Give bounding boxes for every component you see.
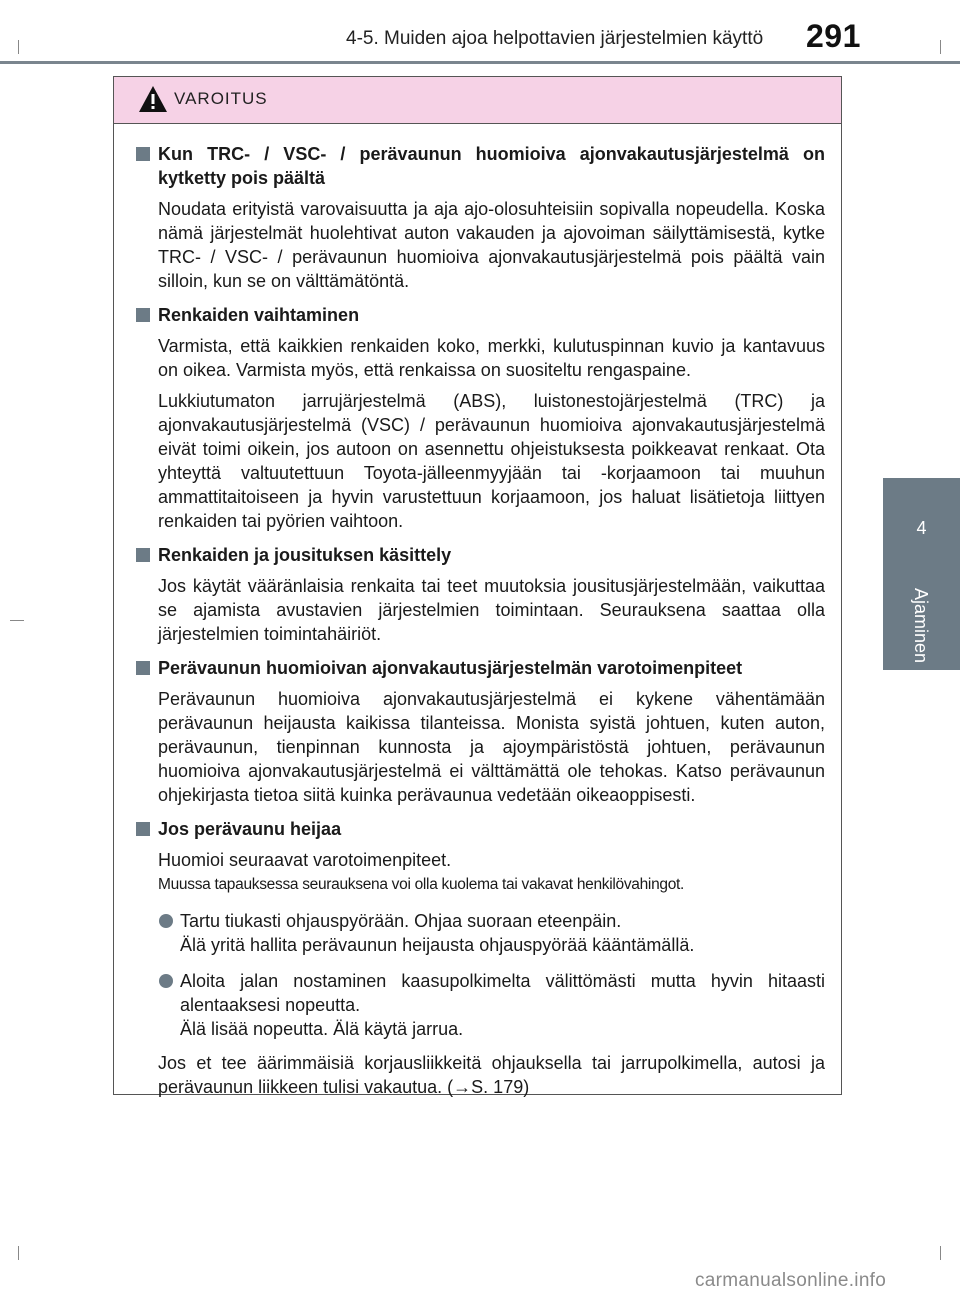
section-trailer-sways [136,817,825,1099]
bullet-text: Aloita jalan nostaminen kaasupolkimelta välittömästi mutta hyvin hitaasti alentaaksesi nopeutta. Älä lisää nopeutta. Älä käytä jarrua. [180,971,825,1039]
bullet-dot-icon [159,974,173,988]
section-closing: Jos et tee äärimmäisiä korjausliikkeitä ohjauksella tai jarrupolkimella, autosi ja perävaunun liikkeen tulisi vakautua. (→S. 179) [158,1053,825,1097]
section-title: Jos perävaunu heijaa [136,817,825,841]
section-title: Perävaunun huomioivan ajonvakautusjärjestelmän varotoimenpiteet [136,656,825,680]
section-paragraph: Varmista, että kaikkien renkaiden koko, merkki, kulutuspinnan kuvio ja kantavuus on oikea. Varmista myös, että renkaissa on suositeltu rengaspaine. [158,336,825,380]
section-paragraph: Jos käytät vääränlaisia renkaita tai teet muutoksia jousitusjärjestelmään, vaikuttaa se ajamista avustavien järjestelmien toimintaan. Seurauksena saattaa olla järjestelmien toimintahäiriöt. [158,576,825,644]
crop-mark [10,620,24,621]
header-rule [0,61,960,64]
section-title: Kun TRC- / VSC- / perävaunun huomioiva ajonvakautusjärjestelmä on kytketty pois päältä [136,142,825,190]
crop-mark [18,40,19,54]
section-note: Muussa tapauksessa seurauksena voi olla kuolema tai vakavat henkilövahingot. [158,876,685,893]
bullet-dot-icon [159,914,173,928]
section-trailer-sway-precautions [136,656,825,807]
section-intro: Huomioi seuraavat varotoimenpiteet. [158,850,452,870]
warning-title: VAROITUS [174,89,268,108]
warning-box [113,76,842,1095]
warning-triangle-icon [138,85,168,113]
watermark: carmanualsonline.info [695,1270,887,1291]
page-number: 291 [806,18,861,54]
section-paragraph: Lukkiutumaton jarrujärjestelmä (ABS), luistonestojärjestelmä (TRC) ja ajonvakautusjärjestelmä (VSC) / perävaunun huomioiva ajonvakautusjärjestelmä eivät toimi oikein, jos autoon on asennettu ohjeistuksesta poikkeavat renkaat. Ota yhteyttä valtuutettuun Toyota-jälleenmyyjään tai -korjaamoon tai muuhun ammattitaitoiseen ja hyvin varustettuun korjaamoon, jos haluat lisätietoja liittyen renkaiden tai pyörien vaihtoon. [158,391,825,531]
section-tires-suspension [136,543,825,646]
chapter-number: 4 [916,518,927,538]
crop-mark [940,1246,941,1260]
warning-header [114,77,841,124]
list-item [136,909,825,957]
chapter-label: Ajaminen [911,587,932,663]
crop-mark [18,1246,19,1260]
section-paragraph: Noudata erityistä varovaisuutta ja aja ajo-olosuhteisiin sopivalla nopeudella. Koska nämä järjestelmät huolehtivat auton vakauden ja ajovoiman säilyttämisestä, kytke TRC- / VSC- / perävaunun huomioiva ajonvakautusjärjestelmä pois päältä vain silloin, kun se on välttämätöntä. [158,199,825,291]
section-title: Renkaiden ja jousituksen käsittely [136,543,825,567]
crop-mark [940,40,941,54]
section-paragraph: Perävaunun huomioiva ajonvakautusjärjestelmä ei kykene vähentämään perävaunun heijausta kaikissa tilanteissa. Monista syistä johtuen, kuten auton, perävaunun, tienpinnan kunnosta ja ajoympäristöstä johtuen, perävaunun huomioiva ajonvakautusjärjestelmä ei välttämättä ole tehokas. Katso perävaunun ohjekirjasta tietoa siitä kuinka perävaunua vedetään oikeaoppisesti. [158,689,825,805]
chapter-label-wrap [891,580,951,670]
warning-body [114,124,841,1099]
bullet-text: Tartu tiukasti ohjauspyörään. Ohjaa suoraan eteenpäin. Älä yritä hallita perävaunun heijausta ohjauspyörää kääntämällä. [180,911,695,955]
list-item [136,969,825,1041]
section-trc-vsc-off [136,142,825,293]
section-title: Renkaiden vaihtaminen [136,303,825,327]
section-tire-change [136,303,825,533]
page-header-title: 4-5. Muiden ajoa helpottavien järjestelmien käyttö [346,28,764,49]
